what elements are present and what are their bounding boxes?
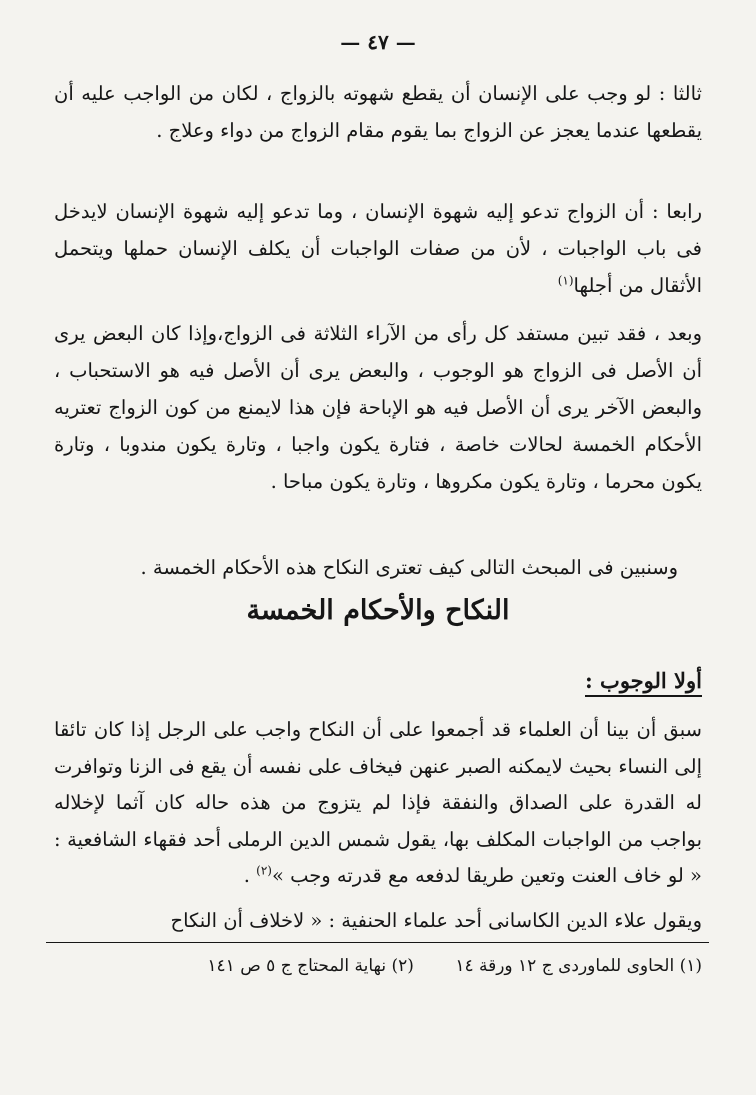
paragraph-obligation-text: سبق أن بينا أن العلماء قد أجمعوا على أن النكاح واجب على الرجل إذا كان تائقا إلى النساء بحيث لايمكنه الصبر عنهن فيخاف على نفسه أن يقع فى الزنا وتوافرت له القدرة على الصداق والنفقة فإذا لم يتزوج من هذه حاله كان آثما لإخلاله بواجب من الواجبات المكلف بها، يقول شمس الدين الرملى أحد فقهاء الشافعية : « لو خاف العنت وتعين طريقا لدفعه مع قدرته وجب » [54, 718, 702, 887]
paragraph-obligation-end: . [243, 864, 257, 887]
paragraph-third-argument: ثالثا : لو وجب على الإنسان أن يقطع شهوته بالزواج ، لكان من الواجب عليه أن يقطعها عندما يعجز عن الزواج بما يقوم مقام الزواج من دواء وعلاج . [54, 82, 702, 142]
paragraph-summary: وبعد ، فقد تبين مستفد كل رأى من الآراء الثلاثة فى الزواج،وإذا كان البعض يرى أن الأصل فى الزواج هو الوجوب ، والبعض يرى أن الأصل فيه هو الاستحباب ، والبعض الآخر يرى أن الأصل فيه هو الإباحة فإن هذا لايمنع من كون الزواج تعتريه الأحكام الخمسة لحالات خاصة ، فتارة يكون واجبا ، وتارة يكون مندوبا ، وتارة يكون محرما ، وتارة يكون مكروها ، وتارة يكون مباحا . [54, 322, 702, 493]
section-heading: النكاح والأحكام الخمسة [246, 595, 510, 626]
footnote-ref-1: (١) [557, 273, 574, 288]
footnote-1: (١) الحاوى للماوردى ج ١٢ ورقة ١٤ [455, 956, 702, 976]
paragraph-fourth-text: رابعا : أن الزواج تدعو إليه شهوة الإنسان ، وما تدعو إليه شهوة الإنسان لايدخل فى باب الواجبات ، لأن من صفات الواجبات أن يكلف الإنسان حملها ويتحمل الأثقال من أجلها [54, 200, 702, 297]
paragraph-fourth-argument [54, 193, 702, 304]
footnote-divider [46, 942, 709, 943]
footnote-ref-2: (٢) [256, 863, 272, 878]
paragraph-next-section: وسنبين فى المبحث التالى كيف تعترى النكاح هذه الأحكام الخمسة . [140, 556, 678, 579]
paragraph-obligation [54, 712, 702, 895]
footnotes [62, 951, 702, 981]
footnote-2: (٢) نهاية المحتاج ج ٥ ص ١٤١ [207, 956, 414, 976]
paragraph-kasani: ويقول علاء الدين الكاسانى أحد علماء الحنفية : « لاخلاف أن النكاح [170, 909, 702, 932]
subsection-heading: أولا الوجوب : [585, 668, 702, 697]
page-number: — ٤٧ — [340, 30, 416, 54]
